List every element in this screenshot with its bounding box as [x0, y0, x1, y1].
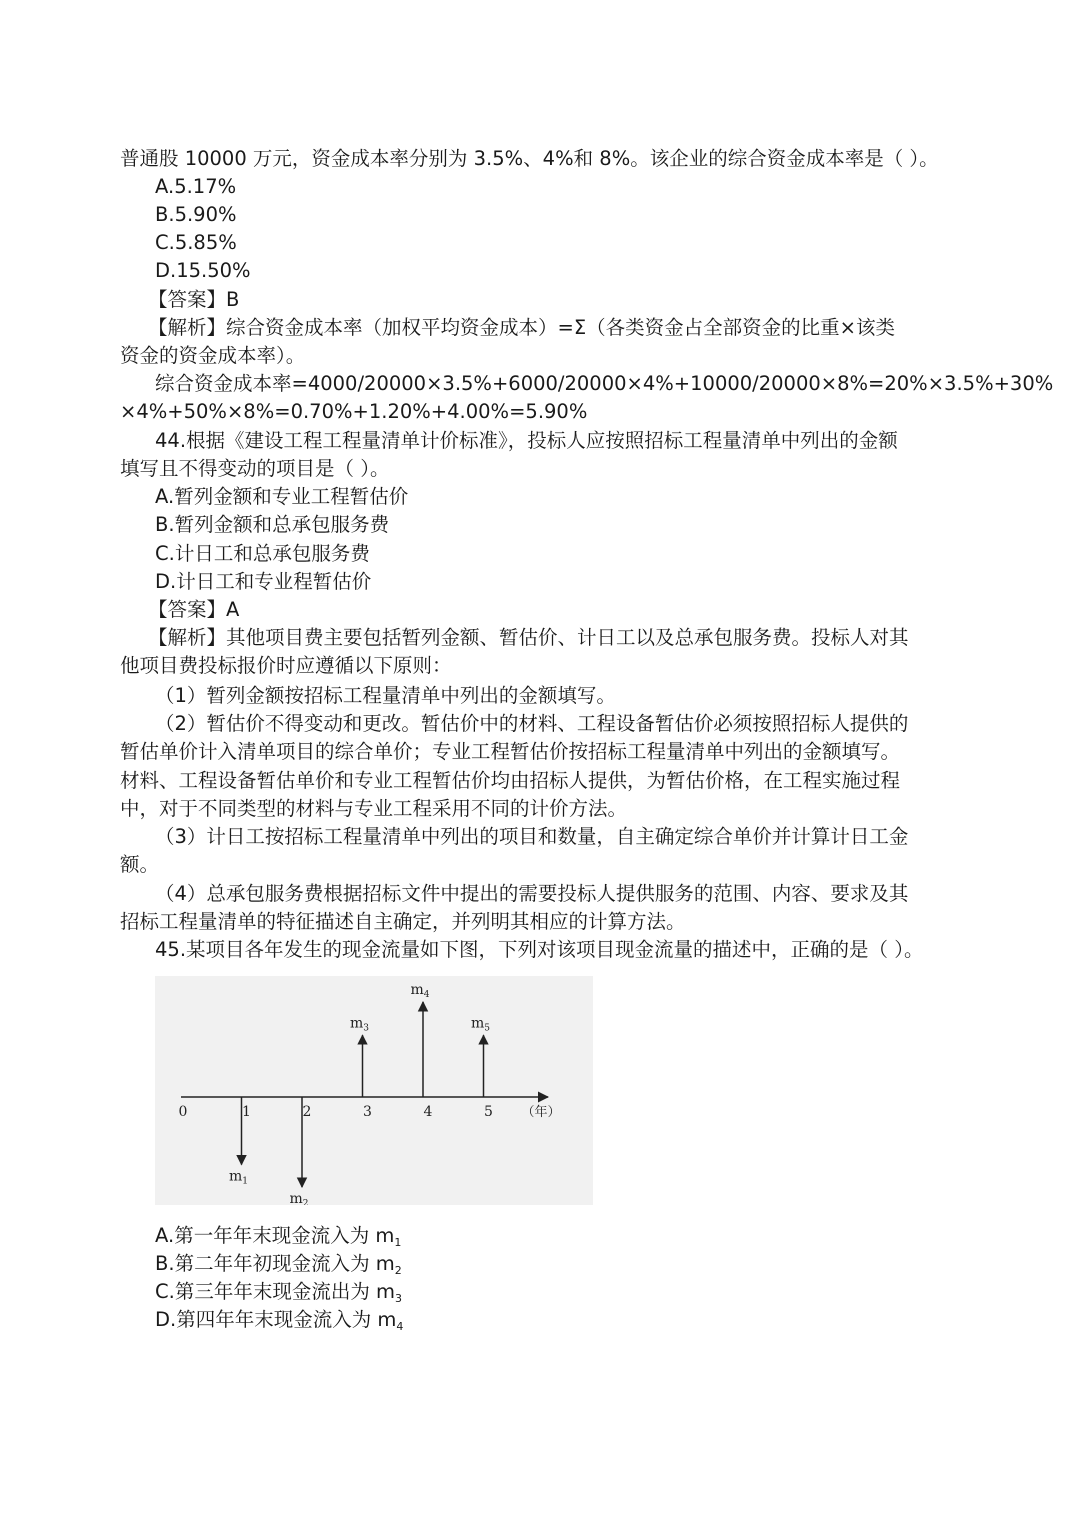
q44-rule4-line1: （4）总承包服务费根据招标文件中提出的需要投标人提供服务的范围、内容、要求及其: [155, 882, 909, 905]
q44-option-b: B.暂列金额和总承包服务费: [155, 513, 390, 536]
q44-rule2-line2: 暂估单价计入清单项目的综合单价；专业工程暂估价按招标工程量清单中列出的金额填写。: [120, 740, 901, 763]
axis-tick-label-0: 0: [178, 1104, 188, 1120]
q43-analysis-line2: 资金的资金成本率）。: [120, 344, 306, 367]
q44-stem-line1: 44.根据《建设工程工程量清单计价标准》，投标人应按照招标工程量清单中列出的金额: [155, 429, 898, 452]
cash-flow-label-m3: $m_3$: [349, 1015, 370, 1034]
q44-option-a: A.暂列金额和专业工程暂估价: [155, 485, 409, 508]
cash-flow-label-m2: $m_2$: [289, 1191, 309, 1205]
q44-stem-line2: 填写且不得变动的项目是（ ）。: [120, 457, 390, 480]
cash-flow-label-m5: $m_5$: [470, 1015, 491, 1034]
q43-option-d: D.15.50%: [155, 259, 251, 282]
q43-analysis-line1: 【解析】综合资金成本率（加权平均资金成本）=Σ（各类资金占全部资金的比重×该类: [148, 316, 895, 339]
q44-option-d: D.计日工和专业程暂估价: [155, 570, 372, 593]
q44-rule4-line2: 招标工程量清单的特征描述自主确定，并列明其相应的计算方法。: [120, 910, 686, 933]
q45-option-d-sub: 4: [396, 1320, 404, 1333]
q43-answer: 【答案】B: [148, 288, 240, 311]
q44-analysis-line2: 他项目费投标报价时应遵循以下原则：: [120, 654, 452, 677]
q45-option-c-text: C.第三年年末现金流出为 m: [155, 1280, 396, 1303]
cash-flow-label-m1: $m_1$: [228, 1168, 249, 1187]
q44-rule3-line2: 额。: [120, 853, 160, 876]
q43-option-b: B.5.90%: [155, 203, 237, 226]
q45-option-a-text: A.第一年年末现金流入为 m: [155, 1224, 395, 1247]
axis-tick-label-5: 5: [484, 1104, 493, 1120]
q43-calc-line1: 综合资金成本率=4000/20000×3.5%+6000/20000×4%+10000/20000×8%=20%×3.5%+30%: [155, 372, 1054, 395]
q44-analysis-line1: 【解析】其他项目费主要包括暂列金额、暂估价、计日工以及总承包服务费。投标人对其: [148, 626, 909, 649]
q44-rule2-line3: 材料、工程设备暂估单价和专业工程暂估价均由招标人提供，为暂估价格，在工程实施过程: [120, 769, 901, 792]
q45-option-d-text: D.第四年年末现金流入为 m: [155, 1308, 397, 1331]
q45-option-a-sub: 1: [394, 1236, 402, 1249]
q45-option-b-sub: 2: [394, 1264, 402, 1277]
q44-rule1: （1）暂列金额按招标工程量清单中列出的金额填写。: [155, 684, 616, 707]
q43-calc-line2: ×4%+50%×8%=0.70%+1.20%+4.00%=5.90%: [120, 400, 588, 423]
axis-unit-label: （年）: [521, 1105, 561, 1120]
q43-option-c: C.5.85%: [155, 231, 237, 254]
q45-option-b-text: B.第二年年初现金流入为 m: [155, 1252, 395, 1275]
cash-flow-svg: [155, 976, 593, 1205]
q44-rule2-line4: 中，对于不同类型的材料与专业工程采用不同的计价方法。: [120, 797, 628, 820]
q43-stem-tail: 普通股 10000 万元，资金成本率分别为 3.5%、4%和 8%。该企业的综合资金成本率是（ ）。: [120, 147, 939, 170]
q44-rule2-line1: （2）暂估价不得变动和更改。暂估价中的材料、工程设备暂估价必须按照招标人提供的: [155, 712, 909, 735]
q44-rule3-line1: （3）计日工按招标工程量清单中列出的项目和数量，自主确定综合单价并计算计日工金: [155, 825, 909, 848]
q45-stem: 45.某项目各年发生的现金流量如下图，下列对该项目现金流量的描述中，正确的是（ ）。: [155, 938, 924, 961]
q44-option-c: C.计日工和总承包服务费: [155, 542, 370, 565]
q43-option-a: A.5.17%: [155, 175, 237, 198]
q44-answer: 【答案】A: [148, 598, 240, 621]
axis-tick-label-3: 3: [363, 1104, 372, 1120]
axis-tick-label-2: 2: [302, 1104, 312, 1120]
axis-tick-label-1: 1: [242, 1104, 251, 1120]
axis-tick-label-4: 4: [423, 1104, 433, 1120]
q45-option-c-sub: 3: [395, 1292, 403, 1305]
q45-option-d: [155, 1306, 403, 1341]
cash-flow-label-m4: $m_4$: [410, 982, 430, 1000]
cash-flow-diagram: [155, 976, 593, 1205]
